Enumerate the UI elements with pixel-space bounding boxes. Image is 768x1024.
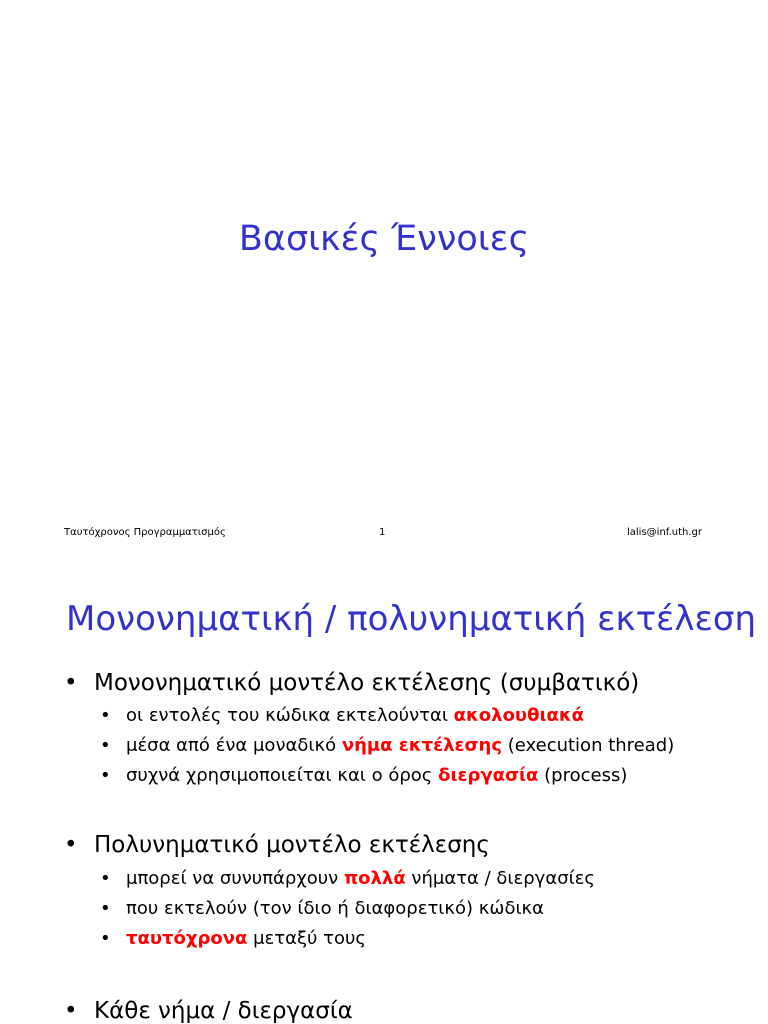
sub-bullet-marker: •: [100, 898, 111, 919]
emphasis-text: πολλά: [343, 868, 406, 889]
bullet-marker: •: [64, 670, 78, 696]
sub-bullet-text: [126, 765, 627, 786]
text-segment: (process): [538, 765, 628, 786]
sub-bullet-text: [126, 868, 595, 889]
text-segment: μέσα από ένα μοναδικό: [126, 735, 342, 756]
sub-bullet-text: [126, 898, 544, 919]
sub-bullet-marker: •: [100, 868, 111, 889]
emphasis-text: ταυτόχρονα: [126, 928, 248, 949]
sub-bullet-text: [126, 735, 674, 756]
slide-2-title: Μονονηματική / πολυνηματική εκτέλεση: [66, 599, 757, 639]
footer-page-number: 1: [379, 527, 386, 538]
footer-email: lalis@inf.uth.gr: [627, 527, 702, 538]
text-segment: μπορεί να συνυπάρχουν: [126, 868, 344, 889]
sub-bullet-marker: •: [100, 928, 111, 949]
sub-bullet-marker: •: [100, 735, 111, 756]
bullet-text: Κάθε νήμα / διεργασία: [94, 998, 353, 1024]
sub-bullet-text: [126, 928, 366, 949]
bullet-marker: •: [64, 998, 78, 1024]
text-segment: οι εντολές του κώδικα εκτελούνται: [126, 705, 454, 726]
bullet-marker: •: [64, 832, 78, 858]
sub-bullet-text: [126, 705, 584, 726]
sub-bullet-marker: •: [100, 705, 111, 726]
footer-course-title: Ταυτόχρονος Προγραμματισμός: [64, 527, 226, 538]
slide-1-title: Βασικές Έννοιες: [238, 219, 530, 259]
emphasis-text: διεργασία: [438, 765, 539, 786]
sub-bullet-marker: •: [100, 765, 111, 786]
emphasis-text: ακολουθιακά: [453, 705, 584, 726]
text-segment: μεταξύ τους: [247, 928, 366, 949]
text-segment: (execution thread): [502, 735, 675, 756]
emphasis-text: νήμα εκτέλεσης: [341, 735, 503, 756]
text-segment: που εκτελούν (τον ίδιο ή διαφορετικό) κώδικα: [126, 898, 545, 919]
text-segment: νήματα / διεργασίες: [405, 868, 595, 889]
bullet-text: Μονονηματικό μοντέλο εκτέλεσης (συμβατικό): [94, 670, 640, 696]
text-segment: συχνά χρησιμοποιείται και ο όρος: [126, 765, 439, 786]
bullet-text: Πολυνηματικό μοντέλο εκτέλεσης: [94, 832, 490, 858]
